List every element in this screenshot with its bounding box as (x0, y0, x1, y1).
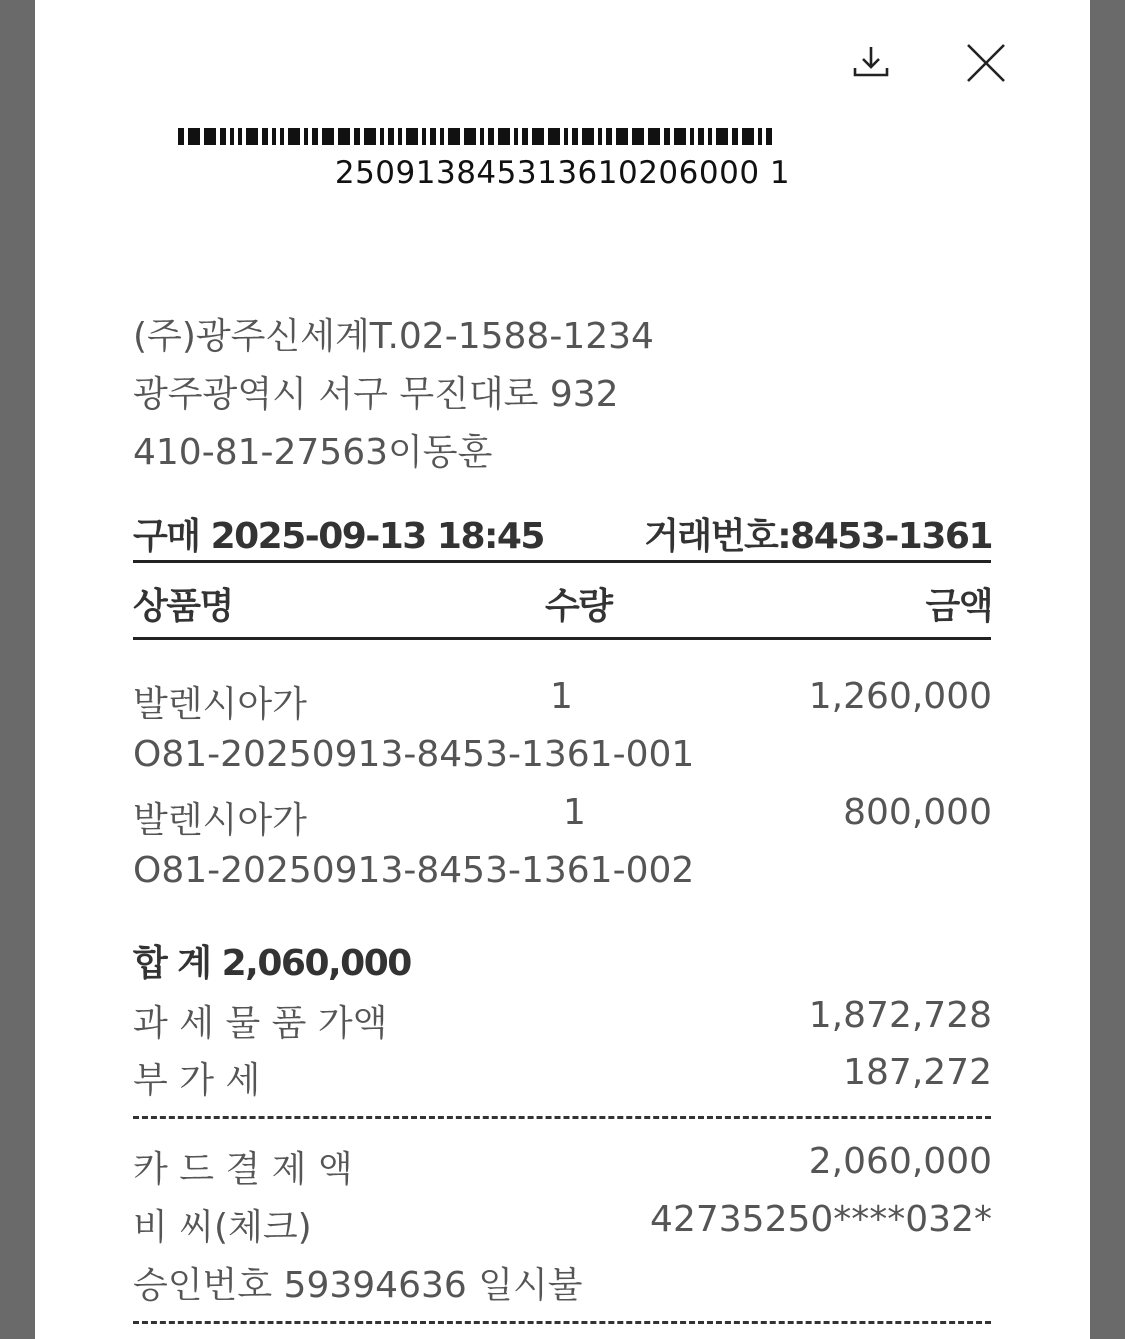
barcode-bar (398, 128, 402, 145)
barcode-bar (188, 128, 200, 145)
taxable-value: 1,872,728 (808, 995, 992, 1036)
item-2-name: 발렌시아가 (133, 800, 307, 841)
vat-label: 부 가 세 (133, 1060, 261, 1101)
barcode-bar (204, 128, 216, 145)
barcode-bar (288, 128, 300, 145)
barcode-bar (648, 128, 660, 145)
card-number: 42735250****032* (650, 1199, 992, 1240)
barcode-bar (230, 128, 234, 145)
barcode-bar (322, 128, 334, 145)
barcode-bar (388, 128, 394, 145)
barcode-bar (632, 128, 644, 145)
barcode-bar (488, 128, 494, 145)
barcode-bar (364, 128, 376, 145)
divider-dashed-2 (133, 1321, 991, 1324)
barcode-bar (498, 128, 510, 145)
taxable-label: 과 세 물 품 가액 (133, 1003, 388, 1044)
barcode-bar (304, 128, 308, 145)
item-2-amount: 800,000 (843, 792, 992, 833)
barcode-bar (272, 128, 276, 145)
barcode-bar (440, 128, 444, 145)
item-2-code: O81-20250913-8453-1361-002 (133, 850, 695, 891)
card-payment-label: 카 드 결 제 액 (133, 1149, 353, 1190)
barcode-bar (354, 128, 360, 145)
purchase-date: 구매 2025-09-13 18:45 (133, 516, 544, 557)
divider-dashed-1 (133, 1116, 991, 1119)
barcode-bar (464, 128, 476, 145)
barcode-bar (564, 128, 568, 145)
barcode-bar (698, 128, 704, 145)
store-address: 광주광역시 서구 무진대로 932 (133, 374, 619, 415)
barcode-bar (598, 128, 602, 145)
header-product-name: 상품명 (133, 586, 233, 627)
barcode-bar (522, 128, 528, 145)
total-amount: 합 계 2,060,000 (133, 943, 411, 984)
barcode-bar (766, 128, 772, 145)
transaction-number: 거래번호:8453-1361 (644, 516, 992, 557)
barcode-bar (716, 128, 728, 145)
barcode-bar (514, 128, 518, 145)
barcode-bar (532, 128, 544, 145)
barcode-bar (616, 128, 628, 145)
item-1-amount: 1,260,000 (808, 676, 992, 717)
barcode-bar (338, 128, 350, 145)
store-name-phone: (주)광주신세계T.02-1588-1234 (133, 316, 654, 357)
barcode-bar (758, 128, 762, 145)
barcode-bar (280, 128, 284, 145)
header-amount: 금액 (925, 586, 992, 627)
barcode-bar (430, 128, 436, 145)
divider-header (133, 637, 991, 640)
receipt-sheet (35, 0, 1090, 1339)
barcode-bar (246, 128, 258, 145)
barcode-bar (664, 128, 670, 145)
barcode-bar (732, 128, 738, 145)
barcode-bar (742, 128, 754, 145)
barcode-bar (448, 128, 460, 145)
barcode-bar (674, 128, 686, 145)
barcode-bar (582, 128, 594, 145)
item-1-name: 발렌시아가 (133, 684, 307, 725)
store-business-number: 410-81-27563이동훈 (133, 432, 493, 473)
barcode-bar (606, 128, 612, 145)
barcode-bar (406, 128, 418, 145)
header-quantity: 수량 (545, 586, 612, 627)
barcode-number: 250913845313610206000 1 (334, 155, 791, 191)
barcode-bar (238, 128, 242, 145)
divider-top (133, 560, 991, 563)
approval-number: 승인번호 59394636 일시불 (133, 1265, 583, 1306)
barcode-bar (690, 128, 694, 145)
barcode-bar (708, 128, 712, 145)
barcode-bar (480, 128, 484, 145)
barcode-bar (220, 128, 226, 145)
vat-value: 187,272 (843, 1052, 992, 1093)
barcode-bar (548, 128, 560, 145)
item-1-code: O81-20250913-8453-1361-001 (133, 734, 695, 775)
card-payment-value: 2,060,000 (808, 1141, 992, 1182)
download-icon[interactable] (850, 44, 892, 80)
close-icon[interactable] (964, 41, 1008, 85)
barcode-bar (380, 128, 384, 145)
barcode-bar (262, 128, 268, 145)
item-1-quantity: 1 (550, 676, 573, 717)
barcode-image (178, 128, 944, 145)
item-2-quantity: 1 (563, 792, 586, 833)
barcode-bar (422, 128, 426, 145)
barcode-bar (178, 128, 184, 145)
barcode-bar (312, 128, 318, 145)
card-type: 비 씨(체크) (133, 1207, 312, 1248)
barcode-bar (572, 128, 578, 145)
